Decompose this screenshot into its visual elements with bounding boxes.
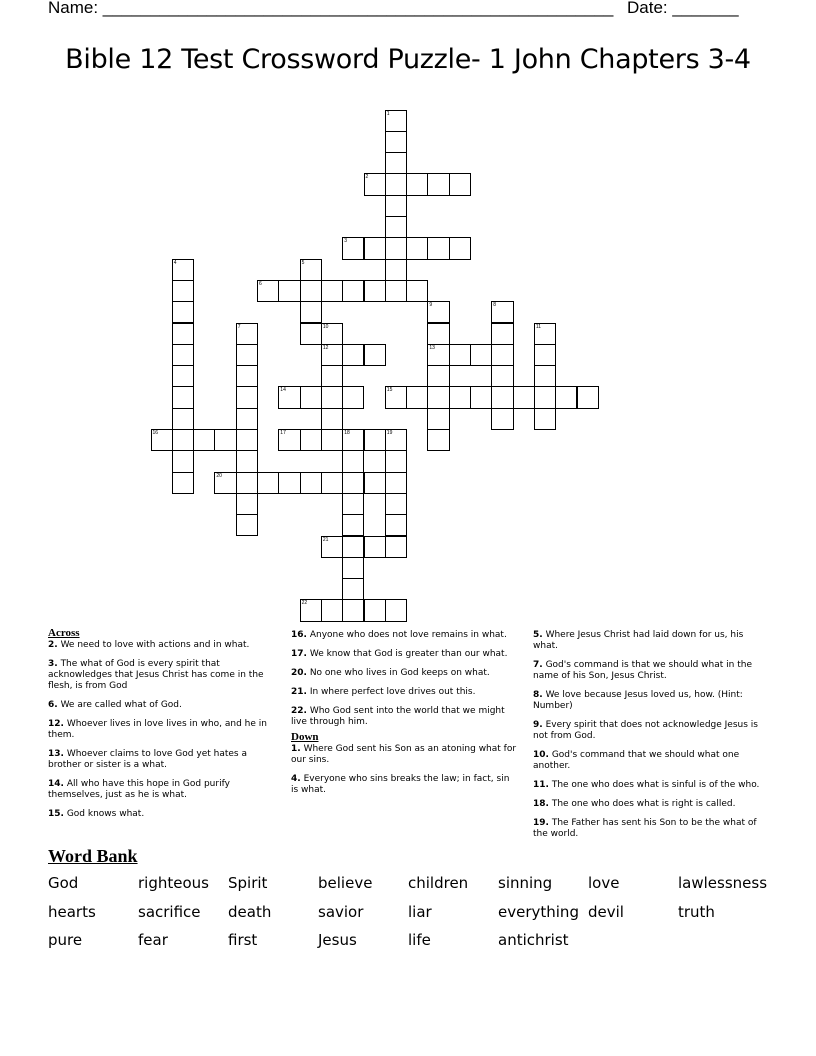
crossword-cell[interactable] <box>342 599 364 621</box>
crossword-cell[interactable] <box>172 429 194 451</box>
crossword-cell[interactable] <box>534 344 556 366</box>
page-title: Bible 12 Test Crossword Puzzle- 1 John Chapters 3-4 <box>65 44 751 75</box>
crossword-cell[interactable] <box>385 514 407 536</box>
crossword-cell[interactable] <box>449 386 471 408</box>
crossword-cell[interactable] <box>172 386 194 408</box>
word-bank-row <box>48 931 788 960</box>
crossword-cell[interactable] <box>300 599 322 621</box>
clue-number: 15 <box>386 387 393 394</box>
crossword-cell[interactable] <box>321 280 343 302</box>
clue-number: 2 <box>365 174 369 181</box>
clue-number: 3 <box>344 238 347 245</box>
word-bank-word: everything <box>498 902 579 921</box>
crossword-cell[interactable] <box>385 173 407 195</box>
crossword-cell[interactable] <box>342 429 364 451</box>
crossword-cell[interactable] <box>172 408 194 430</box>
crossword-cell[interactable] <box>555 386 577 408</box>
crossword-cell[interactable] <box>449 344 471 366</box>
clue-down-7: 7. God's command is that we should what in the name of his Son, Jesus Christ. <box>533 660 752 681</box>
crossword-cell[interactable] <box>364 280 386 302</box>
crossword-cell[interactable] <box>172 301 194 323</box>
crossword-cell[interactable] <box>172 280 194 302</box>
crossword-cell[interactable] <box>427 365 449 387</box>
word-bank-title: Word Bank <box>48 846 138 866</box>
crossword-cell[interactable] <box>342 514 364 536</box>
crossword-cell[interactable] <box>577 386 599 408</box>
word-bank-word: death <box>228 902 272 921</box>
word-bank-word: pure <box>48 931 83 949</box>
word-bank-row <box>48 903 788 932</box>
crossword-cell[interactable] <box>300 429 322 451</box>
clue-down-8: 8. We love because Jesus loved us, how. (Hint: Number) <box>533 690 743 711</box>
crossword-cell[interactable] <box>385 429 407 451</box>
crossword-cell[interactable] <box>385 536 407 558</box>
name-line[interactable]: Name: ______________________________________________________ <box>48 0 614 17</box>
crossword-cell[interactable] <box>172 472 194 494</box>
crossword-cell[interactable] <box>321 536 343 558</box>
clues-column-3 <box>533 628 767 848</box>
crossword-cell[interactable] <box>236 493 258 515</box>
crossword-cell[interactable] <box>236 514 258 536</box>
crossword-cell[interactable] <box>491 408 513 430</box>
clue-number: 8 <box>493 302 497 309</box>
clue-number: 11 <box>535 323 542 330</box>
crossword-cell[interactable] <box>278 472 300 494</box>
clue-number: 19 <box>386 430 393 436</box>
crossword-cell[interactable] <box>491 386 513 408</box>
crossword-cell[interactable] <box>236 429 258 451</box>
clue-number: 13 <box>429 344 435 351</box>
crossword-cell[interactable] <box>427 429 449 451</box>
word-bank-word: fear <box>138 931 168 949</box>
crossword-cell[interactable] <box>236 386 258 408</box>
word-bank-word: Jesus <box>318 931 357 949</box>
crossword-cell[interactable] <box>385 131 407 153</box>
word-bank-word: life <box>408 931 431 949</box>
crossword-cell[interactable] <box>364 344 386 366</box>
crossword-cell[interactable] <box>321 386 343 408</box>
crossword-cell[interactable] <box>385 259 407 281</box>
crossword-cell[interactable] <box>236 408 258 430</box>
clue-across-22: 22. Who God sent into the world that we might live through him. <box>291 706 505 727</box>
crossword-cell[interactable] <box>364 536 386 558</box>
crossword-cell[interactable] <box>193 429 215 451</box>
crossword-cell[interactable] <box>385 195 407 217</box>
clue-down-1: 1. Where God sent his Son as an atoning what for our sins. <box>291 744 517 765</box>
clue-number: 6 <box>259 280 262 287</box>
crossword-cell[interactable] <box>449 173 471 195</box>
header <box>34 0 754 22</box>
crossword-cell[interactable] <box>427 386 449 408</box>
crossword-cell[interactable] <box>385 450 407 472</box>
crossword-cell[interactable] <box>385 493 407 515</box>
crossword-cell[interactable] <box>236 323 258 345</box>
crossword-cell[interactable] <box>172 259 194 281</box>
clue-number: 7 <box>237 323 241 330</box>
word-bank-word: truth <box>678 902 715 921</box>
crossword-cell[interactable] <box>385 152 407 174</box>
crossword-cell[interactable] <box>300 301 322 323</box>
crossword-cell[interactable] <box>172 450 194 472</box>
clue-number: 1 <box>386 110 390 117</box>
crossword-cell[interactable] <box>214 429 236 451</box>
crossword-cell[interactable] <box>534 408 556 430</box>
crossword-cell[interactable] <box>342 536 364 558</box>
word-bank-word: Spirit <box>228 874 268 892</box>
word-bank-word: love <box>588 874 620 892</box>
clue-number: 22 <box>301 600 308 607</box>
word-bank-word: savior <box>318 902 364 921</box>
clue-number: 21 <box>322 536 329 543</box>
crossword-cell[interactable] <box>491 323 513 345</box>
clue-number: 12 <box>322 344 329 351</box>
crossword-cell[interactable] <box>385 599 407 621</box>
crossword-cell[interactable] <box>172 365 194 387</box>
crossword-cell[interactable] <box>172 323 194 345</box>
word-bank-word: children <box>408 874 469 892</box>
crossword-cell[interactable] <box>321 429 343 451</box>
crossword-cell[interactable] <box>513 386 535 408</box>
clue-across-16: 16. Anyone who does not love remains in what. <box>291 630 507 640</box>
crossword-cell[interactable] <box>236 472 258 494</box>
crossword-cell[interactable] <box>342 386 364 408</box>
clue-across-21: 21. In where perfect love drives out this. <box>291 687 476 697</box>
crossword-cell[interactable] <box>534 386 556 408</box>
word-bank-word: sinning <box>498 874 553 892</box>
clue-down-5: 5. Where Jesus Christ had laid down for us, his what. <box>533 630 744 651</box>
crossword-cell[interactable] <box>300 259 322 281</box>
clue-number: 5 <box>301 259 305 266</box>
crossword-cell[interactable] <box>491 344 513 366</box>
clue-across-3: 3. The what of God is every spirit that acknowledges that Jesus Christ has come in the flesh, is from God <box>48 659 264 691</box>
crossword-cell[interactable] <box>257 472 279 494</box>
word-bank-word: first <box>228 931 258 949</box>
clue-down-4: 4. Everyone who sins breaks the law; in fact, sin is what. <box>291 774 510 795</box>
down-heading: Down <box>291 731 319 743</box>
clue-across-14: 14. All who have this hope in God purify themselves, just as he is what. <box>48 779 230 800</box>
crossword-cell[interactable] <box>364 599 386 621</box>
crossword-cell[interactable] <box>236 344 258 366</box>
crossword-cell[interactable] <box>236 450 258 472</box>
clue-number: 14 <box>280 387 286 394</box>
crossword-cell[interactable] <box>470 344 492 366</box>
crossword-cell[interactable] <box>300 323 322 345</box>
crossword-cell[interactable] <box>257 280 279 302</box>
crossword-cell[interactable] <box>364 237 386 259</box>
word-bank-word: hearts <box>48 902 96 921</box>
clue-down-11: 11. The one who does what is sinful is of the who. <box>533 780 760 790</box>
word-bank-word: devil <box>588 902 624 921</box>
crossword-cell[interactable] <box>214 472 236 494</box>
crossword-cell[interactable] <box>342 578 364 600</box>
crossword-cell[interactable] <box>342 344 364 366</box>
crossword-cell[interactable] <box>321 344 343 366</box>
crossword-cell[interactable] <box>427 173 449 195</box>
clues-column-1 <box>48 628 280 828</box>
crossword-cell[interactable] <box>321 365 343 387</box>
crossword-cell[interactable] <box>321 599 343 621</box>
clue-number: 17 <box>280 430 286 436</box>
clue-number: 20 <box>216 472 222 479</box>
crossword-cell[interactable] <box>427 408 449 430</box>
crossword-cell[interactable] <box>342 237 364 259</box>
word-bank-word: liar <box>408 902 432 921</box>
crossword-cell[interactable] <box>406 280 428 302</box>
crossword-cell[interactable] <box>449 237 471 259</box>
crossword-cell[interactable] <box>151 429 173 451</box>
crossword-cell[interactable] <box>342 472 364 494</box>
crossword-cell[interactable] <box>278 280 300 302</box>
clue-number: 9 <box>429 302 433 309</box>
clue-down-18: 18. The one who does what is right is called. <box>533 799 736 809</box>
crossword-cell[interactable] <box>364 472 386 494</box>
crossword-cell[interactable] <box>321 472 343 494</box>
crossword-cell[interactable] <box>342 493 364 515</box>
clue-across-13: 13. Whoever claims to love God yet hates a brother or sister is a what. <box>48 749 247 770</box>
crossword-cell[interactable] <box>470 386 492 408</box>
across-heading: Across <box>48 627 80 639</box>
clue-number: 18 <box>344 430 350 436</box>
crossword-cell[interactable] <box>385 237 407 259</box>
crossword-cell[interactable] <box>321 323 343 345</box>
crossword-cell[interactable] <box>406 173 428 195</box>
crossword-cell[interactable] <box>278 386 300 408</box>
word-bank <box>48 874 788 960</box>
crossword-cell[interactable] <box>427 344 449 366</box>
word-bank-word: God <box>48 874 79 892</box>
word-bank-row <box>48 874 788 903</box>
crossword-cell[interactable] <box>385 110 407 132</box>
clue-number: 10 <box>322 323 329 330</box>
clue-down-19: 19. The Father has sent his Son to be the what of the world. <box>533 818 757 839</box>
word-bank-word: believe <box>318 874 373 892</box>
clue-across-6: 6. We are called what of God. <box>48 700 182 710</box>
crossword-cell[interactable] <box>427 301 449 323</box>
crossword-cell[interactable] <box>385 472 407 494</box>
clue-number: 16 <box>152 430 159 436</box>
clue-down-10: 10. God's command that we should what one another. <box>533 750 740 771</box>
crossword-cell[interactable] <box>427 323 449 345</box>
crossword-cell[interactable] <box>300 280 322 302</box>
date-line[interactable]: Date: _______ <box>627 0 739 17</box>
clue-down-9: 9. Every spirit that does not acknowledge Jesus is not from God. <box>533 720 758 741</box>
crossword-cell[interactable] <box>342 450 364 472</box>
crossword-cell[interactable] <box>491 301 513 323</box>
clues-column-2 <box>291 628 519 804</box>
crossword-cell[interactable] <box>321 408 343 430</box>
crossword-cell[interactable] <box>385 280 407 302</box>
word-bank-word: lawlessness <box>678 874 768 892</box>
crossword-cell[interactable] <box>534 365 556 387</box>
crossword-cell[interactable] <box>278 429 300 451</box>
crossword-cell[interactable] <box>385 386 407 408</box>
crossword-cell[interactable] <box>491 365 513 387</box>
crossword-cell[interactable] <box>385 216 407 238</box>
clue-across-15: 15. God knows what. <box>48 809 145 819</box>
word-bank-word: sacrifice <box>138 902 201 921</box>
clue-number: 4 <box>173 259 177 266</box>
crossword-cell[interactable] <box>342 280 364 302</box>
clue-across-12: 12. Whoever lives in love lives in who, and he in them. <box>48 719 267 740</box>
crossword-cell[interactable] <box>427 237 449 259</box>
crossword-cell[interactable] <box>364 173 386 195</box>
crossword-cell[interactable] <box>300 386 322 408</box>
crossword-cell[interactable] <box>300 472 322 494</box>
crossword-cell[interactable] <box>534 323 556 345</box>
word-bank-word: righteous <box>138 874 209 892</box>
crossword-cell[interactable] <box>406 237 428 259</box>
crossword-cell[interactable] <box>236 365 258 387</box>
crossword-cell[interactable] <box>406 386 428 408</box>
clue-across-20: 20. No one who lives in God keeps on what. <box>291 668 490 678</box>
crossword-cell[interactable] <box>172 344 194 366</box>
clue-across-17: 17. We know that God is greater than our what. <box>291 649 508 659</box>
crossword-cell[interactable] <box>364 429 386 451</box>
clue-across-2: 2. We need to love with actions and in what. <box>48 640 250 650</box>
crossword-cell[interactable] <box>342 557 364 579</box>
word-bank-word: antichrist <box>498 931 569 949</box>
